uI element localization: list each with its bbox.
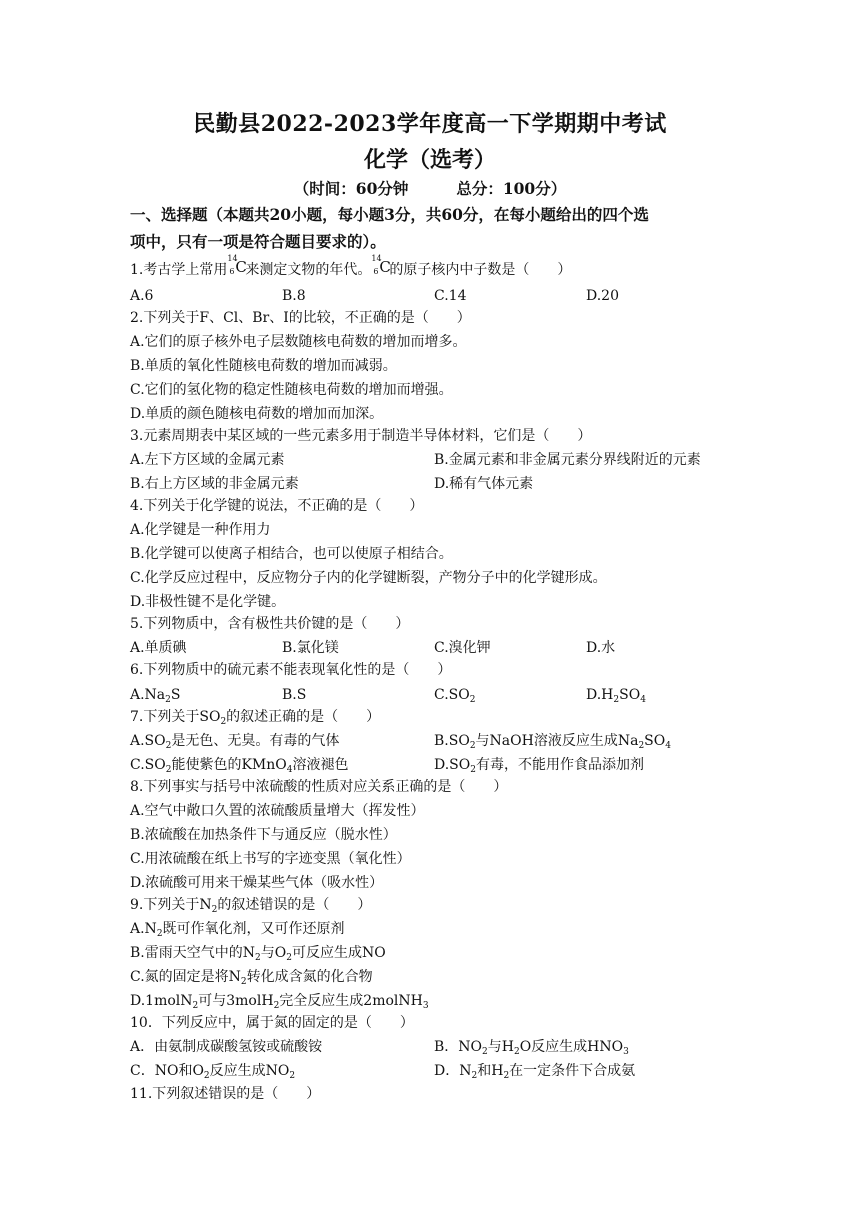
question-7-stem xyxy=(130,706,380,729)
q10-b-mid2: O反应生成HNO xyxy=(519,1039,624,1055)
q3-option-d: D.稀有气体元素 xyxy=(434,476,534,492)
q7-d-pre: D.SO xyxy=(434,757,471,773)
iso-mass-2: 14 xyxy=(371,254,382,263)
q10-d-mid: 和H xyxy=(477,1063,504,1079)
q9-d-mid: 可与3molH xyxy=(198,993,274,1009)
q9-option-c xyxy=(130,966,373,989)
q6-a-post: S xyxy=(170,687,181,703)
q8-option-a: A.空气中敞口久置的浓硫酸质量增大（挥发性） xyxy=(130,803,425,819)
q1-option-d: D.20 xyxy=(586,288,619,304)
q7-b-mid2: SO xyxy=(644,733,666,749)
q7-option-b xyxy=(434,730,671,753)
question-11-stem: 11.下列叙述错误的是（ ） xyxy=(130,1086,321,1102)
q5-option-c: C.溴化钾 xyxy=(434,640,491,656)
q10-c-pre: C．NO和O xyxy=(130,1063,204,1079)
q9-a-pre: A.N xyxy=(130,921,157,937)
iso-mass: 14 xyxy=(227,254,238,263)
q4-option-c: C.化学反应过程中，反应物分子内的化学键断裂，产物分子中的化学键形成。 xyxy=(130,570,607,586)
q7-b-sub3: 4 xyxy=(665,741,671,751)
q9-b-pre: B.雷雨天空气中的N xyxy=(130,945,255,961)
q7-a-pre: A.SO xyxy=(130,733,166,749)
question-6-stem: 6.下列物质中的硫元素不能表现氧化性的是（ ） xyxy=(130,662,452,678)
q7-b-mid: 与NaOH溶液反应生成Na xyxy=(475,733,639,749)
q9-b-post: 可反应生成NO xyxy=(291,945,386,961)
q10-b-sub: 2 xyxy=(482,1047,488,1057)
q7-d-sub: 2 xyxy=(470,765,476,775)
q7-option-a xyxy=(130,730,339,753)
q9-b-sub2: 2 xyxy=(286,953,292,963)
q6-d-pre: D.H xyxy=(586,687,614,703)
q6-c-sub: 2 xyxy=(469,695,476,705)
iso-z-2: 6 xyxy=(373,267,379,276)
q2-option-d: D.单质的颜色随核电荷数的增加而加深。 xyxy=(130,406,384,422)
question-3-stem: 3.元素周期表中某区域的一些元素多用于制造半导体材料，它们是（ ） xyxy=(130,428,592,444)
q6-d-sub1: 2 xyxy=(613,695,620,705)
q7-c-pre: C.SO xyxy=(130,757,166,773)
question-1-stem xyxy=(130,254,572,281)
q6-d-sub2: 4 xyxy=(640,695,646,705)
q10-d-post: 在一定条件下合成氨 xyxy=(509,1063,636,1079)
iso-element-2: C xyxy=(379,258,391,276)
q3-option-b: B.金属元素和非金属元素分界线附近的元素 xyxy=(434,452,701,468)
q7-stem-sub: 2 xyxy=(220,717,227,727)
question-4-stem: 4.下列关于化学键的说法，不正确的是（ ） xyxy=(130,498,424,514)
exam-page xyxy=(130,0,730,1216)
section-heading xyxy=(130,201,730,255)
q7-d-post: 有毒，不能用作食品添加剂 xyxy=(475,757,644,773)
q6-option-a xyxy=(130,684,181,707)
q4-option-a: A.化学键是一种作用力 xyxy=(130,522,271,538)
q9-option-b xyxy=(130,942,386,965)
q10-d-sub2: 2 xyxy=(503,1071,510,1081)
q7-option-c xyxy=(130,754,349,777)
q9-d-sub3: 3 xyxy=(422,1001,429,1011)
q9-d-mid2: 完全反应生成2molNH xyxy=(279,993,423,1009)
q9-d-sub: 2 xyxy=(192,1001,199,1011)
q8-option-c: C.用浓硫酸在纸上书写的字迹变黑（氧化性） xyxy=(130,851,411,867)
q6-a-sub: 2 xyxy=(165,695,171,705)
q7-option-d xyxy=(434,754,644,777)
q9-option-a xyxy=(130,918,345,941)
section-heading-line2: 项中，只有一项是符合题目要求的）。 xyxy=(130,232,386,251)
question-5-stem: 5.下列物质中，含有极性共价键的是（ ） xyxy=(130,616,410,632)
q9-c-pre: C.氮的固定是将N xyxy=(130,969,241,985)
q10-option-b xyxy=(434,1036,629,1059)
q10-b-sub2: 2 xyxy=(513,1047,520,1057)
iso-z: 6 xyxy=(229,267,235,276)
q8-option-d: D.浓硫酸可用来干燥某些气体（吸水性） xyxy=(130,875,384,891)
exam-subject: 化学（选考） xyxy=(363,147,496,173)
q6-c-pre: C.SO xyxy=(434,687,470,703)
q5-option-d: D.水 xyxy=(586,640,616,656)
q9-stem-pre: 9.下列关于N xyxy=(130,897,212,913)
q10-b-pre: B．NO xyxy=(434,1039,483,1055)
q9-b-mid: 与O xyxy=(260,945,287,961)
q7-stem-pre: 7.下列关于SO xyxy=(130,709,221,725)
q7-stem-post: 的叙述正确的是（ ） xyxy=(226,709,381,725)
q1-stem-c: 的原子核内中子数是（ ） xyxy=(389,262,572,278)
q7-b-sub2: 2 xyxy=(638,741,645,751)
q9-d-pre: D.1molN xyxy=(130,993,193,1009)
q10-c-sub: 2 xyxy=(203,1071,210,1081)
section-heading-line1: 一、选择题（本题共20小题，每小题3分，共60分，在每小题给出的四个选 xyxy=(130,205,649,224)
exam-time: （时间：60分钟 xyxy=(293,179,409,198)
q9-d-sub2: 2 xyxy=(273,1001,280,1011)
q6-a-pre: A.Na xyxy=(130,687,166,703)
q7-c-sub: 2 xyxy=(165,765,172,775)
carbon-14-symbol-2 xyxy=(371,254,391,276)
q6-d-mid: SO xyxy=(619,687,641,703)
question-9-stem xyxy=(130,894,371,917)
q2-option-a: A.它们的原子核外电子层数随核电荷数的增加而增多。 xyxy=(130,334,467,350)
q7-c-sub2: 4 xyxy=(286,765,293,775)
q3-option-c: B.右上方区域的非金属元素 xyxy=(130,476,299,492)
q10-c-sub2: 2 xyxy=(289,1071,296,1081)
q10-b-sub3: 3 xyxy=(623,1047,629,1057)
q5-option-a: A.单质碘 xyxy=(130,640,187,656)
q10-b-mid: 与H xyxy=(487,1039,514,1055)
q1-option-b: B.8 xyxy=(282,288,306,304)
q3-option-a: A.左下方区域的金属元素 xyxy=(130,452,285,468)
q4-option-b: B.化学键可以使离子相结合，也可以使原子相结合。 xyxy=(130,546,453,562)
q9-c-post: 转化成含氮的化合物 xyxy=(246,969,373,985)
q9-a-post: 既可作氧化剂，又可作还原剂 xyxy=(162,921,345,937)
q9-stem-sub: 2 xyxy=(211,905,218,915)
q10-option-d xyxy=(434,1060,635,1083)
q7-b-pre: B.SO xyxy=(434,733,470,749)
question-2-stem: 2.下列关于F、Cl、Br、I的比较，不正确的是（ ） xyxy=(130,310,471,326)
q2-option-c: C.它们的氢化物的稳定性随核电荷数的增加而增强。 xyxy=(130,382,453,398)
q1-option-a: A.6 xyxy=(130,288,154,304)
q9-stem-post: 的叙述错误的是（ ） xyxy=(217,897,372,913)
q10-c-mid: 反应生成NO xyxy=(209,1063,290,1079)
q8-option-b: B.浓硫酸在加热条件下与通反应（脱水性） xyxy=(130,827,397,843)
q1-stem-b: 来测定文物的年代。 xyxy=(245,262,372,278)
q9-a-sub: 2 xyxy=(156,929,163,939)
q6-option-b: B.S xyxy=(282,687,307,703)
q2-option-b: B.单质的氧化性随核电荷数的增加而减弱。 xyxy=(130,358,397,374)
q7-c-post: 溶液褪色 xyxy=(292,757,349,773)
q7-a-post: 是无色、无臭。有毒的气体 xyxy=(171,733,340,749)
q7-a-sub: 2 xyxy=(165,741,172,751)
q9-c-sub: 2 xyxy=(240,977,247,987)
q10-d-sub: 2 xyxy=(471,1071,478,1081)
q9-b-sub: 2 xyxy=(255,953,261,963)
q1-stem-a: 1.考古学上常用 xyxy=(130,262,228,278)
iso-element: C xyxy=(235,258,247,276)
q10-d-pre: D．N xyxy=(434,1063,472,1079)
q9-option-d xyxy=(130,990,429,1013)
q10-option-a: A．由氨制成碳酸氢铵或硫酸铵 xyxy=(130,1039,323,1055)
q6-option-c xyxy=(434,684,475,707)
q10-option-c xyxy=(130,1060,295,1083)
exam-title: 民勤县2022-2023学年度高一下学期期中考试 xyxy=(193,111,667,137)
q7-b-sub: 2 xyxy=(469,741,476,751)
q7-c-mid: 能使紫色的KMnO xyxy=(171,757,287,773)
carbon-14-symbol xyxy=(227,254,247,276)
q5-option-b: B.氯化镁 xyxy=(282,640,339,656)
exam-total-score: 总分：100分） xyxy=(456,179,567,198)
q4-option-d: D.非极性键不是化学键。 xyxy=(130,594,286,610)
exam-info xyxy=(130,177,730,199)
q6-option-d xyxy=(586,684,646,707)
question-8-stem: 8.下列事实与括号中浓硫酸的性质对应关系正确的是（ ） xyxy=(130,779,508,795)
question-10-stem: 10．下列反应中，属于氮的固定的是（ ） xyxy=(130,1015,414,1031)
q1-option-c: C.14 xyxy=(434,288,467,304)
